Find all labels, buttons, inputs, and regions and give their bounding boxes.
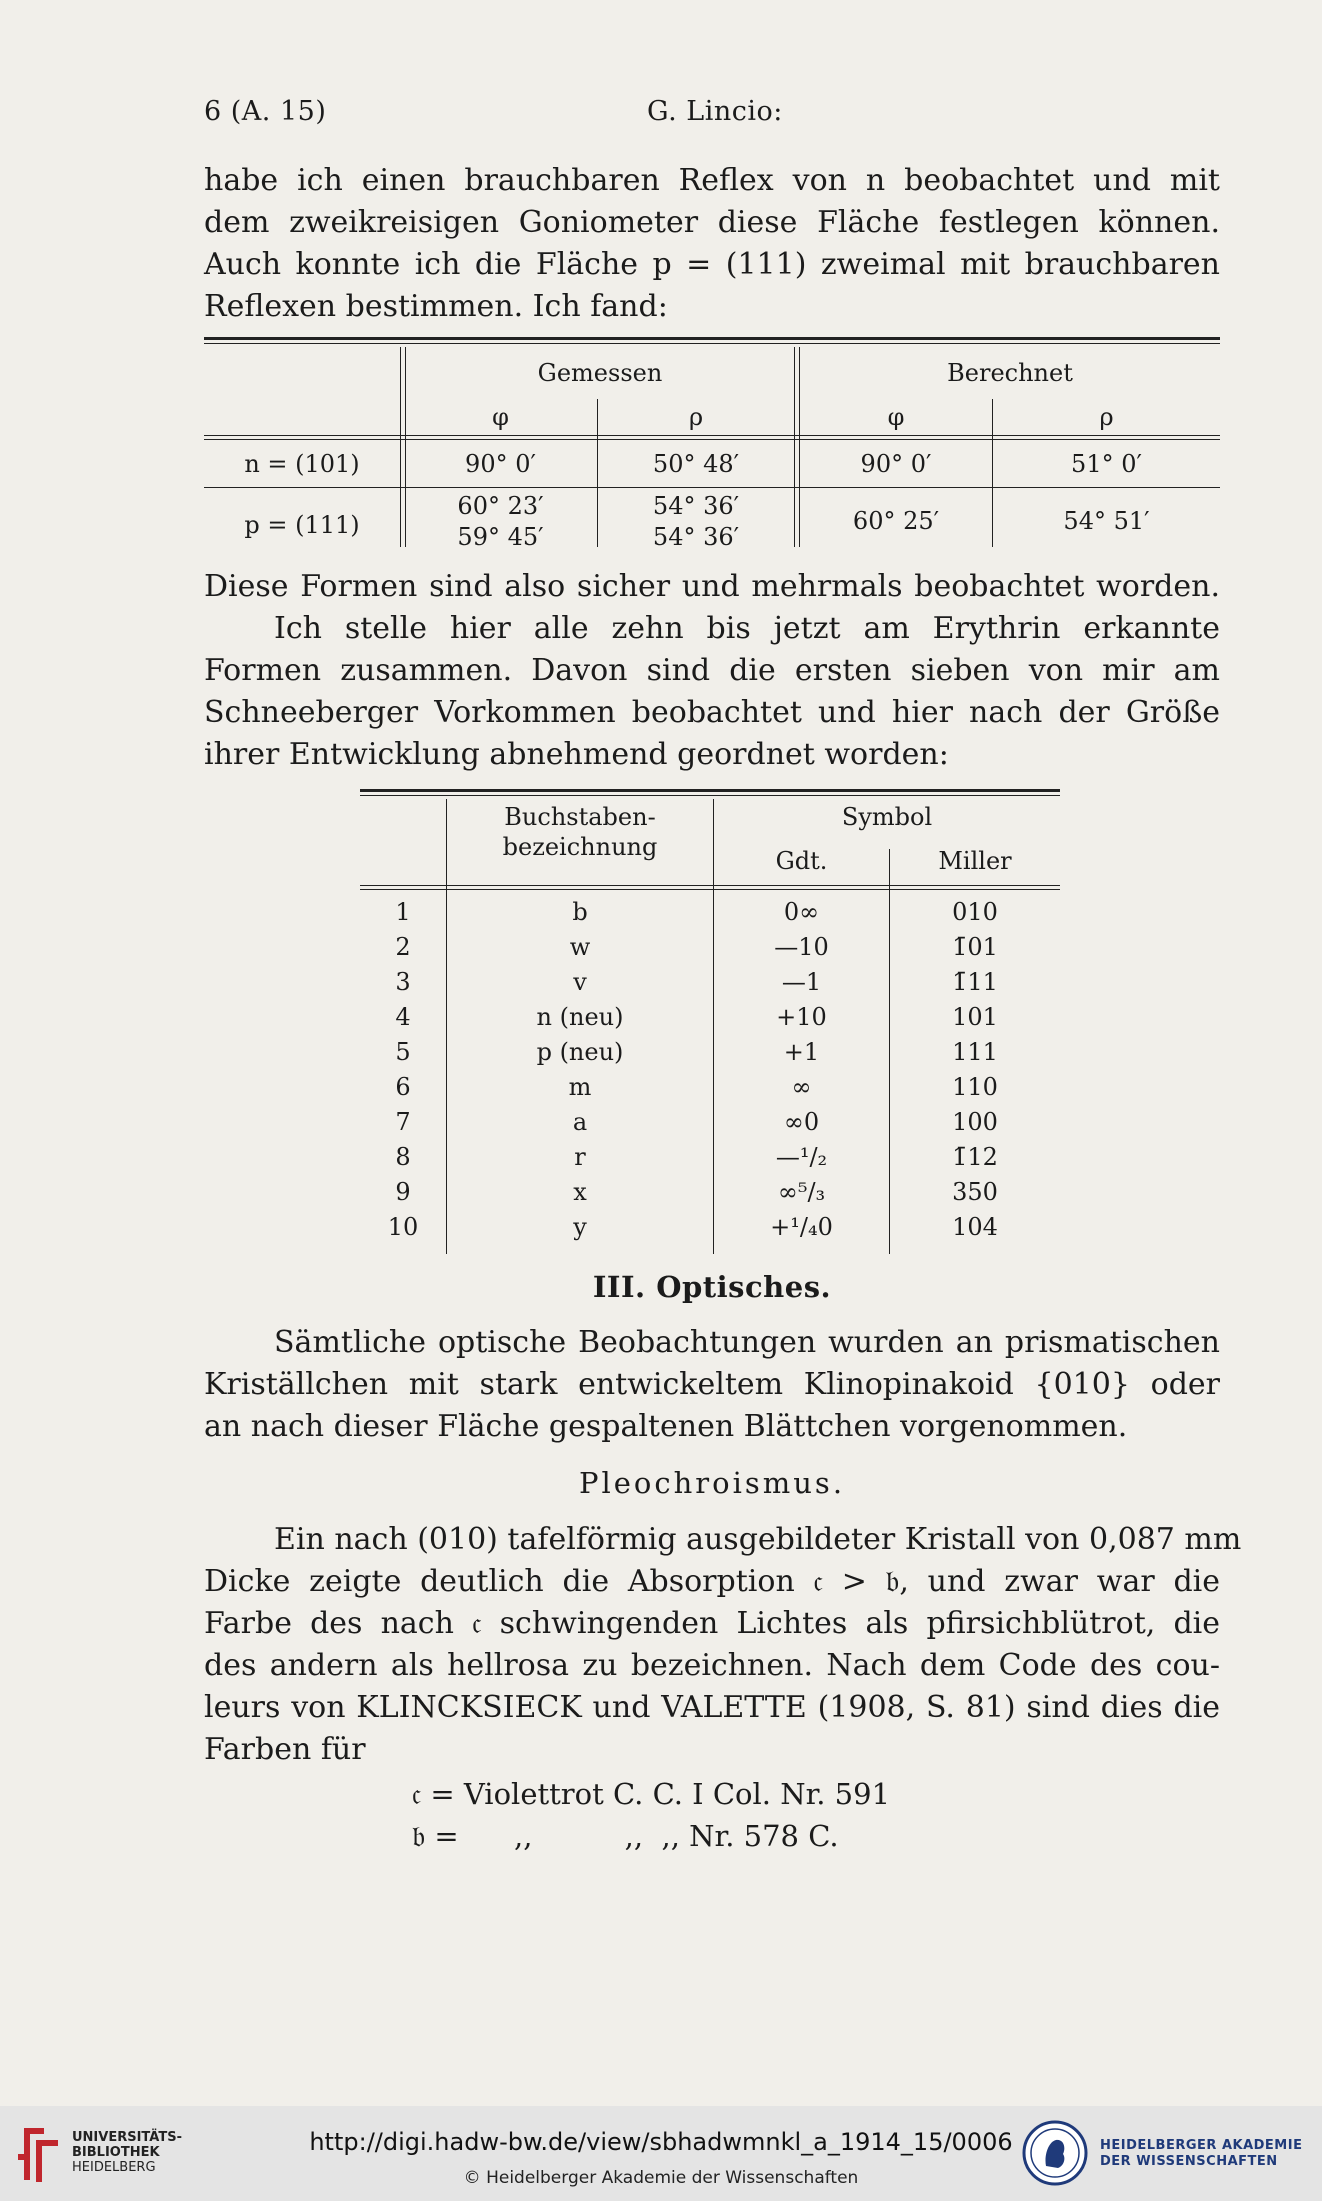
text-line: Auch konnte ich die Fläche p = (111) zweimal mit brauchbaren: [204, 247, 1220, 282]
table-cell: 51° 0′: [1071, 450, 1142, 478]
table-cell: 90° 0′: [860, 450, 932, 478]
header-letter: bezeichnung: [502, 833, 658, 861]
text-line: des andern als hellrosa zu bezeichnen. Nach dem Code des cou-: [204, 1648, 1220, 1683]
header-phi: φ: [887, 403, 905, 431]
header-phi: φ: [492, 403, 509, 431]
row-label: n = (101): [244, 450, 360, 478]
text-line: Kriställchen mit stark entwickeltem Klinopinakoid {010} oder: [204, 1367, 1220, 1402]
text-line: dem zweikreisigen Goniometer diese Fläche festlegen können.: [204, 205, 1220, 240]
academy-name: HEIDELBERGER AKADEMIE DER WISSENSCHAFTEN: [1100, 2138, 1303, 2169]
header-miller: Miller: [938, 847, 1012, 875]
paragraph-forms: [204, 566, 1220, 776]
table-cell: 50° 48′: [652, 450, 740, 478]
text-line: leurs von KLINCKSIECK und VALETTE (1908, S. 81) sind dies die: [204, 1690, 1220, 1725]
header-gdt: Gdt.: [775, 847, 828, 875]
text-line: Sämtliche optische Beobachtungen wurden an prismatischen: [274, 1325, 1220, 1360]
footer-bar: [0, 2106, 1322, 2201]
header-symbol: Symbol: [841, 803, 933, 831]
header-rho: ρ: [688, 403, 704, 431]
header-measured: Gemessen: [537, 359, 663, 387]
table-cell: 54° 51′: [1063, 507, 1150, 535]
angle-table: [204, 337, 1220, 552]
text-line: Reflexen bestimmen. Ich fand:: [204, 289, 668, 324]
table-cell: 54° 36′: [652, 523, 740, 551]
library-name: UNIVERSITÄTS- BIBLIOTHEK HEIDELBERG: [72, 2130, 182, 2175]
text-line: Ich stelle hier alle zehn bis jetzt am Erythrin erkannte: [274, 611, 1220, 646]
formula-line: 𝔠 = Violettrot C. C. I Col. Nr. 591: [412, 1777, 891, 1811]
header-rho: ρ: [1099, 403, 1114, 431]
section-heading: III. Optisches.: [592, 1270, 832, 1304]
paragraph-pleochroism: [204, 1519, 1242, 1771]
text-line: Farben für: [204, 1732, 366, 1767]
table-cell: 54° 36′: [652, 492, 740, 520]
forms-table: Buchstaben- bezeichnung Symbol Gdt. Miller 1 b 0∞ 010 2 w —10 1̄01 3 v —1 1̄11 4 n (neu) +10 101 5 p (neu) +1 111 6 m ∞ 110 7 a ∞0 100 8 r —¹/₂ 1̄12 9 x ∞⁵/₃ 350 10 y +¹/₄0 104: [360, 789, 1060, 1254]
text-line: Farbe des nach 𝔠 schwingenden Lichtes als pfirsichblütrot, die: [204, 1606, 1220, 1641]
paragraph-optics: [204, 1322, 1220, 1448]
text-line: Schneeberger Vorkommen beobachtet und hier nach der Größe: [204, 695, 1220, 730]
row-label: p = (111): [244, 511, 360, 539]
table-cell: 59° 45′: [457, 523, 544, 551]
text-line: ihrer Entwicklung abnehmend geordnet worden:: [204, 737, 949, 772]
academy-seal-icon: [1022, 2120, 1088, 2186]
source-url-link[interactable]: http://digi.hadw-bw.de/view/sbhadwmnkl_a_1914_15/0006: [309, 2128, 1013, 2156]
subheading: Pleochroismus.: [578, 1466, 846, 1500]
table-cell: 90° 0′: [465, 450, 536, 478]
table-cell: 60° 23′: [457, 492, 544, 520]
copyright-notice: © Heidelberger Akademie der Wissenschaften: [463, 2168, 859, 2188]
running-title: G. Lincio:: [647, 96, 783, 127]
text-line: Formen zusammen. Davon sind die ersten sieben von mir am: [204, 653, 1220, 688]
table-cell: 60° 25′: [852, 507, 940, 535]
header-calculated: Berechnet: [947, 359, 1073, 387]
header-letter: Buchstaben-: [504, 803, 656, 831]
paragraph-intro: [204, 160, 1220, 328]
formula-line: 𝔟 = ,, ,, ,, Nr. 578 C.: [412, 1819, 839, 1853]
text-line: Ein nach (010) tafelförmig ausgebildeter Kristall von 0,087 mm: [274, 1522, 1242, 1557]
text-line: Dicke zeigte deutlich die Absorption 𝔠 > 𝔟, und zwar war die: [204, 1564, 1220, 1599]
text-line: an nach dieser Fläche gespaltenen Blättchen vorgenommen.: [204, 1409, 1128, 1444]
text-line: Diese Formen sind also sicher und mehrmals beobachtet worden.: [204, 569, 1220, 604]
page-number: 6 (A. 15): [204, 96, 327, 127]
text-line: habe ich einen brauchbaren Reflex von n beobachtet und mit: [204, 163, 1220, 198]
